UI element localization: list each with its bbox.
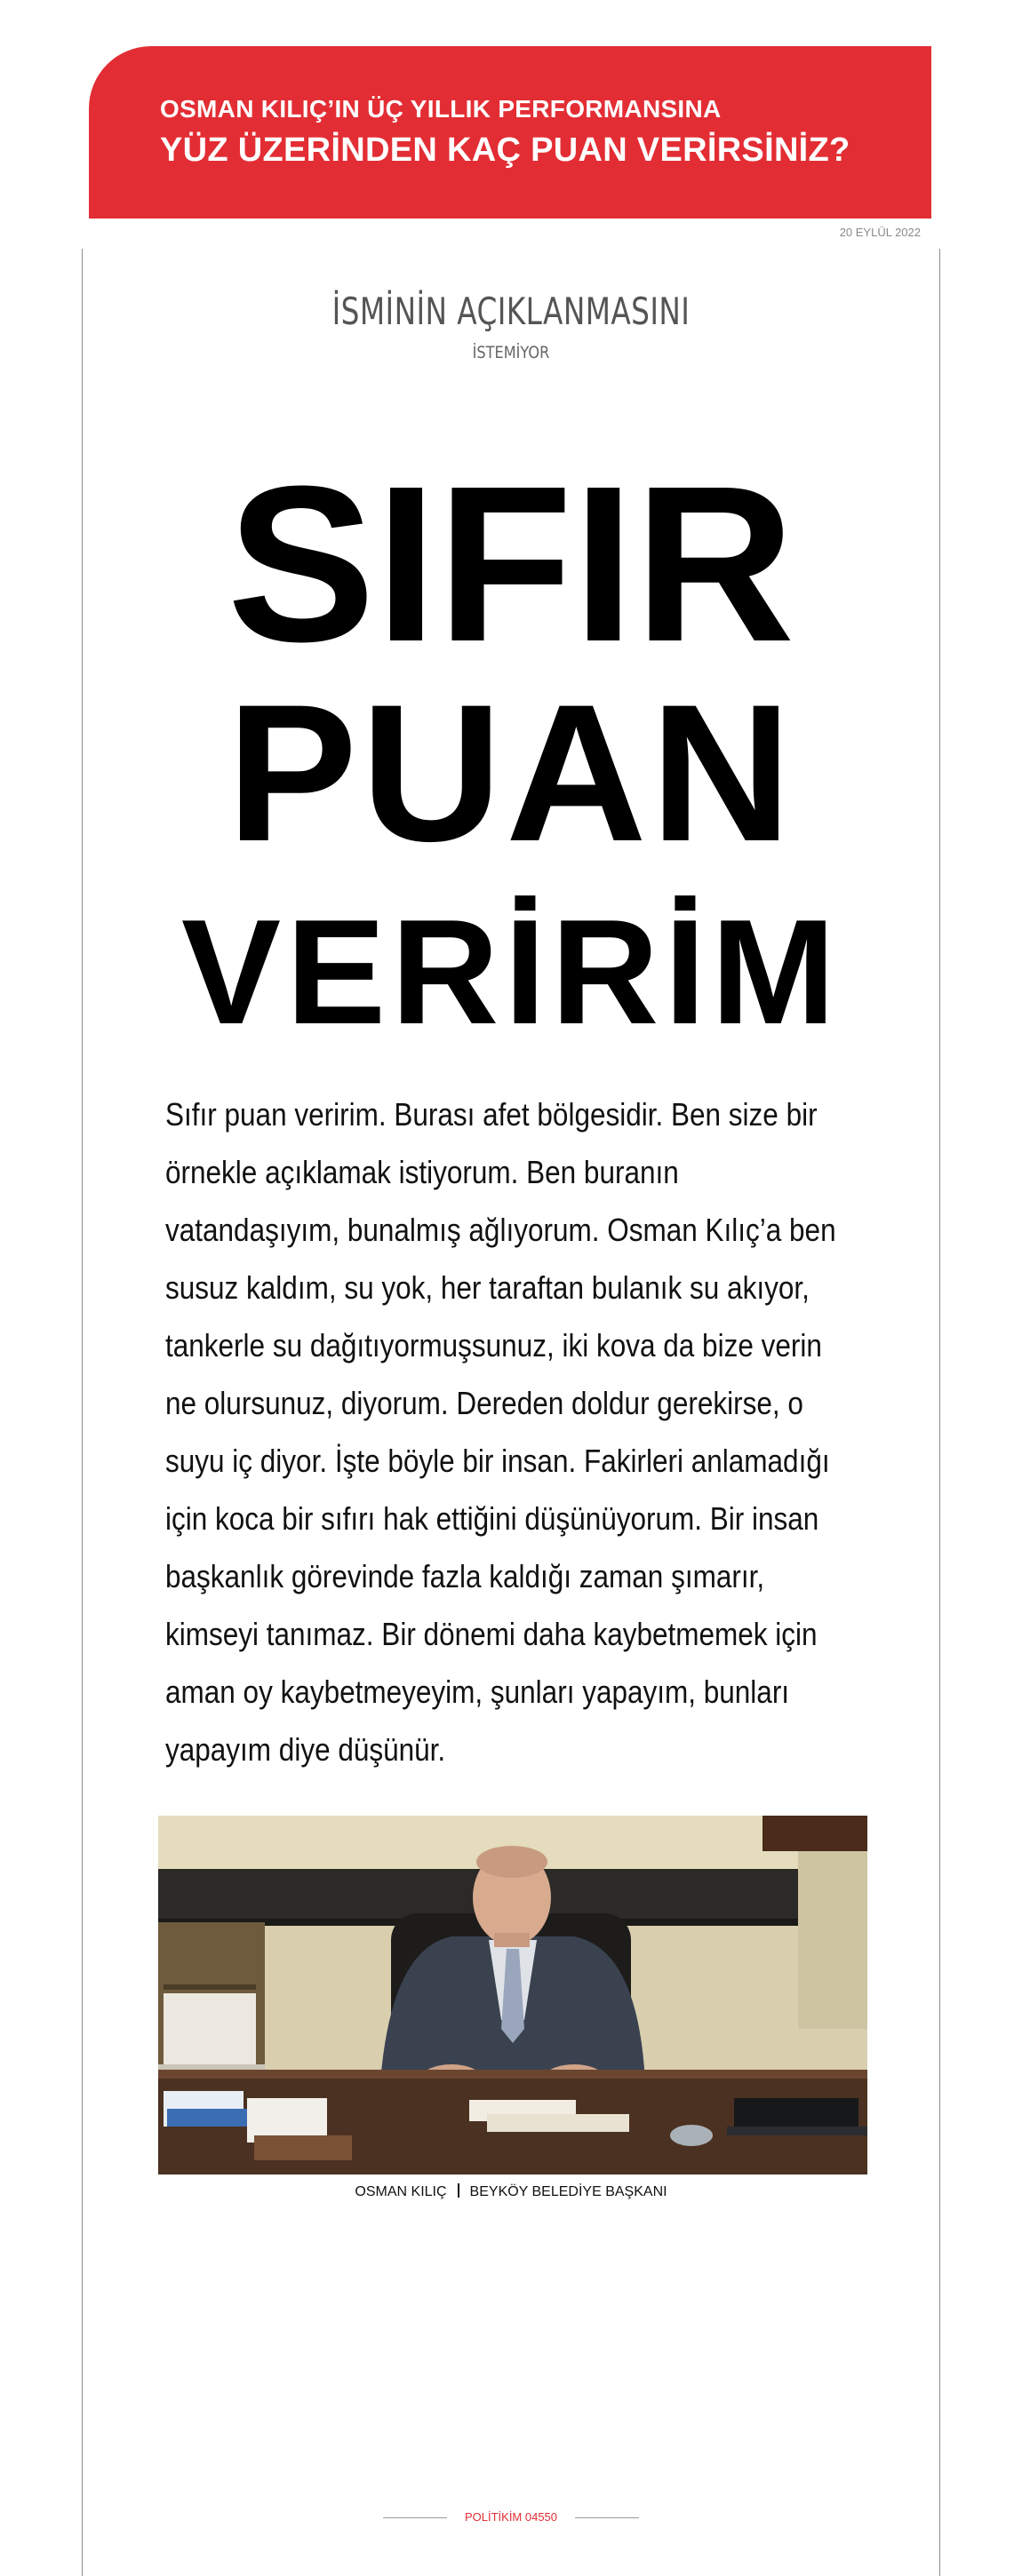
- footer-label: POLİTİKİM 04550: [464, 2510, 558, 2524]
- publish-date: 20 EYLÜL 2022: [839, 226, 921, 239]
- page-footer: [0, 2510, 1022, 2524]
- header-question-line1: OSMAN KILIÇ’IN ÜÇ YILLIK PERFORMANSINA: [160, 95, 722, 123]
- headline-line-2: PUAN: [227, 664, 795, 882]
- respondent-kicker: İSMİNİN AÇIKLANMASINI: [331, 290, 691, 333]
- headline-line-1: SIFIR: [227, 440, 795, 688]
- header-banner: [89, 46, 931, 219]
- photo-caption: [0, 2183, 1022, 2200]
- article-paragraph: Sıfır puan veririm. Burası afet bölgesidir. Ben size bir örnekle açıklamak istiyorum. Ben buranın vatandaşıyım, bunalmış ağlıyorum. Osman Kılıç’a ben susuz kaldım, su yok, her taraftan bulanık su akıyor, tankerle su dağıtıyormuşsunuz, iki kova da bize verin ne olursunuz, diyorum. Dereden doldur gerekirse, o suyu iç diyor. İşte böyle bir insan. Fakirleri anlamadığı için koca bir sıfırı hak ettiğini düşünüyorum. Bir insan başkanlık görevinde fazla kaldığı zaman şımarır, kimseyi tanımaz. Bir dönemi daha kaybetmemek için aman oy kaybetmeyeyim, şunları yapayım, bunları yapayım diye düşünür.: [165, 1096, 836, 1768]
- caption-name: OSMAN KILIÇ: [355, 2184, 447, 2199]
- headline-line-3: VERİRİM: [180, 888, 842, 1055]
- header-question-line2: YÜZ ÜZERİNDEN KAÇ PUAN VERİRSİNİZ?: [160, 131, 850, 169]
- caption-title: BEYKÖY BELEDİYE BAŞKANI: [469, 2184, 667, 2199]
- respondent-kicker-sub: İSTEMİYOR: [472, 343, 550, 362]
- mayor-photo: [158, 1816, 867, 2174]
- footer-rule-left: [383, 2517, 447, 2518]
- article-body: [165, 1085, 859, 1778]
- caption-divider: [458, 2183, 459, 2198]
- footer-rule-right: [575, 2517, 639, 2518]
